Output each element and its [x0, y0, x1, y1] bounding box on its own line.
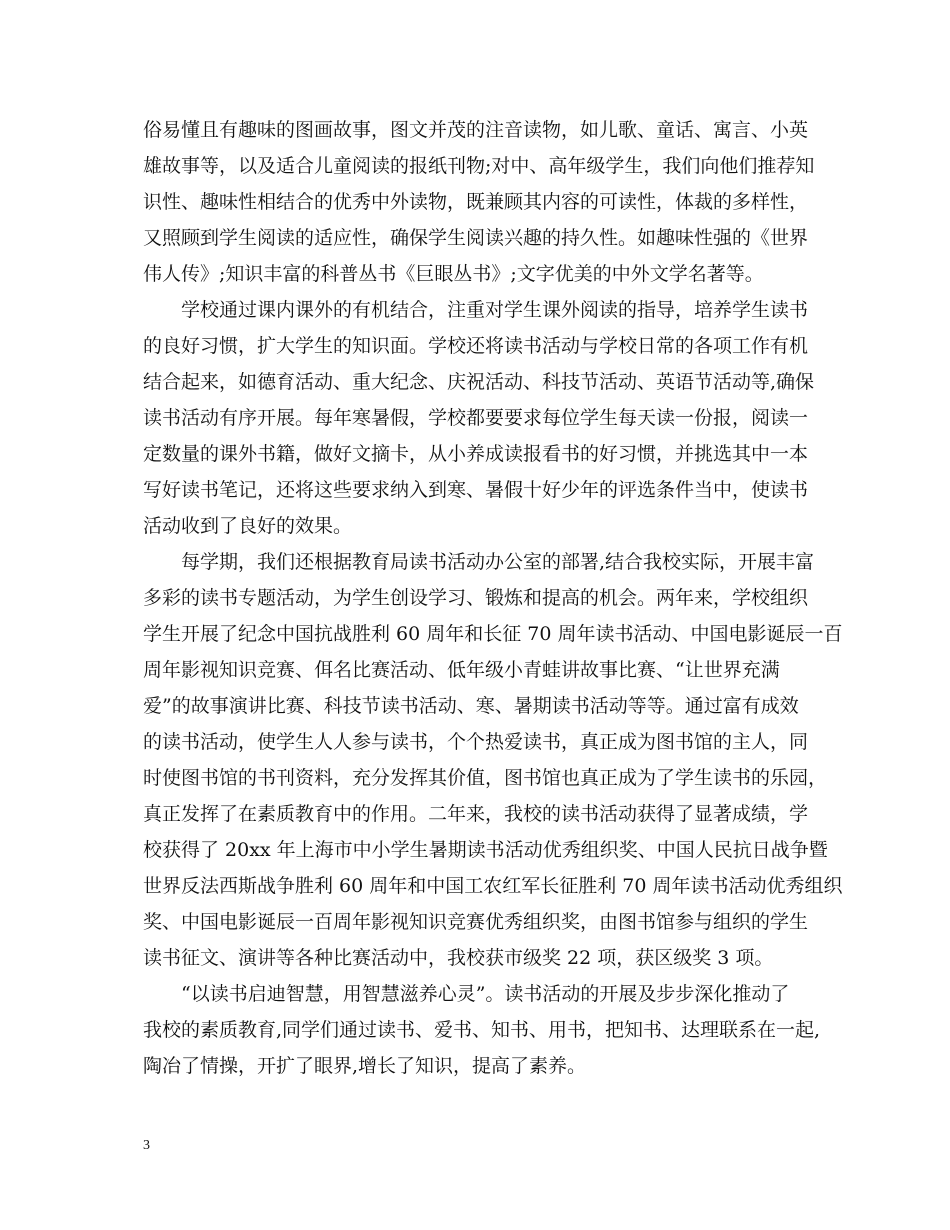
text-line: “以读书启迪智慧，用智慧滋养心灵”。读书活动的开展及步步深化推动了	[181, 983, 790, 1005]
text-line: 定数量的课外书籍，做好文摘卡，从小养成读报看书的好习惯，并挑选其中一本	[143, 443, 809, 465]
page-number: 3	[143, 1138, 150, 1153]
text-line: 奖、中国电影诞辰一百周年影视知识竞赛优秀组织奖，由图书馆参与组织的学生	[143, 911, 809, 933]
text-line: 读书活动有序开展。每年寒暑假，学校都要要求每位学生每天读一份报，阅读一	[143, 407, 809, 429]
text-line: 又照顾到学生阅读的适应性，确保学生阅读兴趣的持久性。如趣味性强的《世界	[143, 227, 809, 249]
text-line: 伟人传》;知识丰富的科普丛书《巨眼丛书》;文字优美的中外文学名著等。	[143, 263, 764, 285]
text-line: 俗易懂且有趣味的图画故事，图文并茂的注音读物，如儿歌、童话、寓言、小英	[143, 119, 809, 141]
text-line: 每学期，我们还根据教育局读书活动办公室的部署,结合我校实际，开展丰富	[181, 551, 815, 573]
text-line: 识性、趣味性相结合的优秀中外读物，既兼顾其内容的可读性，体裁的多样性，	[143, 191, 809, 213]
paragraph	[143, 976, 821, 1084]
text-line: 雄故事等，以及适合儿童阅读的报纸刊物;对中、高年级学生，我们向他们推荐知	[143, 155, 815, 177]
text-line: 真正发挥了在素质教育中的作用。二年来，我校的读书活动获得了显著成绩，学	[143, 803, 809, 825]
text-line: 校获得了 20xx 年上海市中小学生暑期读书活动优秀组织奖、中国人民抗日战争暨	[143, 839, 828, 861]
text-line: 活动收到了良好的效果。	[143, 515, 353, 537]
paragraph	[143, 544, 843, 976]
text-line: 我校的素质教育,同学们通过读书、爱书、知书、用书，把知书、达理联系在一起,	[143, 1019, 821, 1041]
text-line: 爱”的故事演讲比赛、科技节读书活动、寒、暑期读书活动等等。通过富有成效	[143, 695, 799, 717]
text-line: 多彩的读书专题活动，为学生创设学习、锻炼和提高的机会。两年来，学校组织	[143, 587, 809, 609]
paragraph	[143, 112, 815, 292]
text-line: 的良好习惯，扩大学生的知识面。学校还将读书活动与学校日常的各项工作有机	[143, 335, 809, 357]
text-line: 陶冶了情操，开扩了眼界,增长了知识，提高了素养。	[143, 1055, 587, 1077]
text-line: 读书征文、演讲等各种比赛活动中，我校获市级奖 22 项，获区级奖 3 项。	[143, 947, 774, 969]
text-line: 时使图书馆的书刊资料，充分发挥其价值，图书馆也真正成为了学生读书的乐园，	[143, 767, 828, 789]
text-line: 的读书活动，使学生人人参与读书，个个热爱读书，真正成为图书馆的主人，同	[143, 731, 809, 753]
text-line: 写好读书笔记，还将这些要求纳入到寒、暑假十好少年的评选条件当中，使读书	[143, 479, 809, 501]
text-line: 学校通过课内课外的有机结合，注重对学生课外阅读的指导，培养学生读书	[181, 299, 809, 321]
text-line: 世界反法西斯战争胜利 60 周年和中国工农红军长征胜利 70 周年读书活动优秀组织	[143, 875, 843, 897]
text-line: 周年影视知识竞赛、佴名比赛活动、低年级小青蛙讲故事比赛、“让世界充满	[143, 659, 780, 681]
text-line: 结合起来，如德育活动、重大纪念、庆祝活动、科技节活动、英语节活动等,确保	[143, 371, 815, 393]
text-line: 学生开展了纪念中国抗战胜利 60 周年和长征 70 周年读书活动、中国电影诞辰一百	[143, 623, 843, 645]
body-text	[143, 112, 843, 1084]
paragraph	[143, 292, 815, 544]
